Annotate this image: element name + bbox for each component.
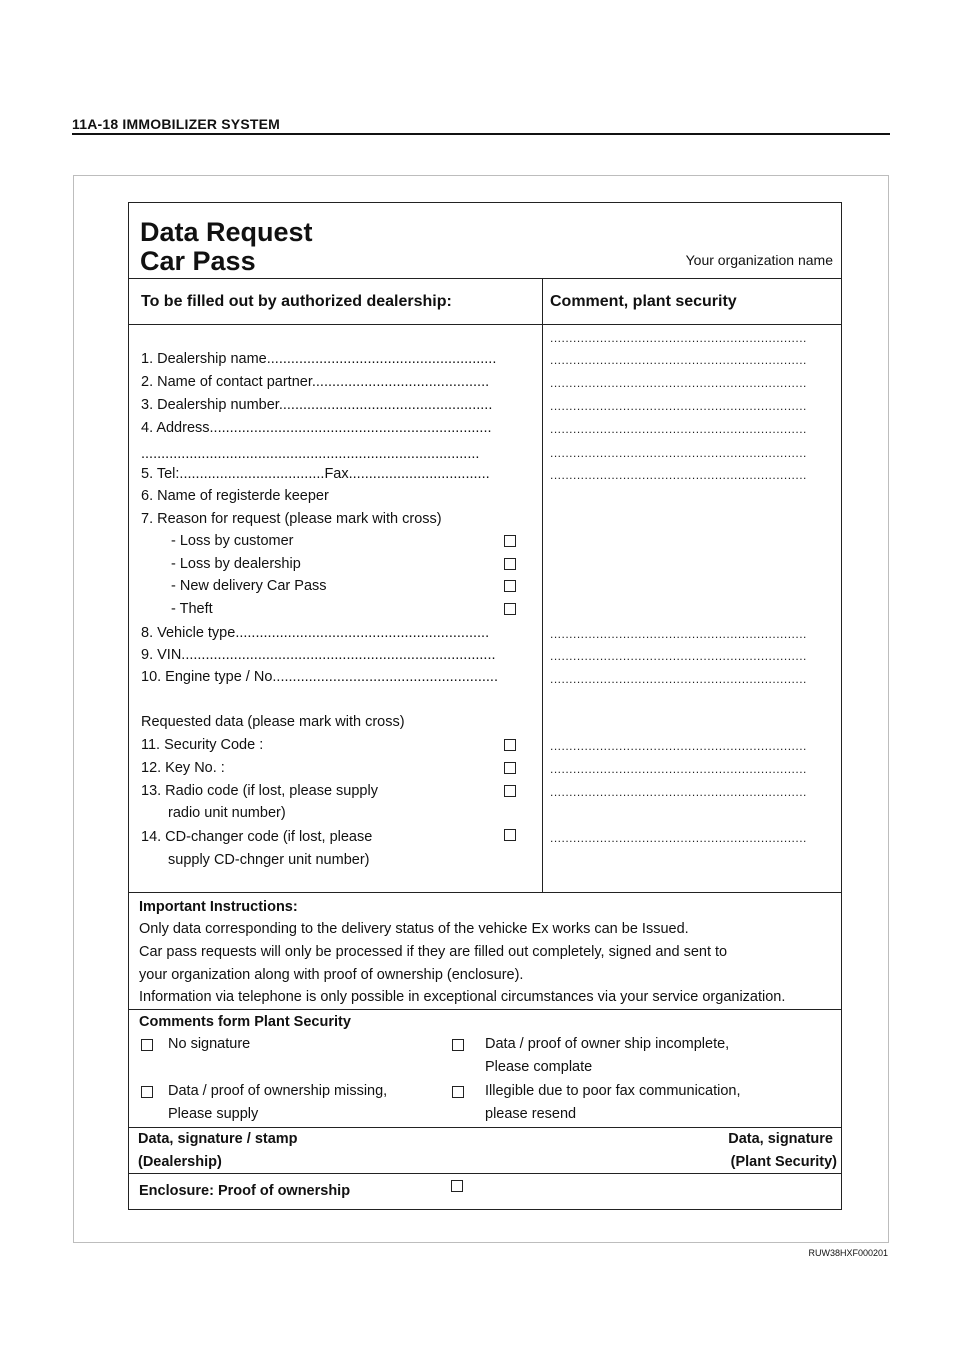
reason-theft: - Theft (171, 601, 213, 617)
instructions-heading: Important Instructions: (139, 899, 298, 915)
form-title-line1: Data Request (140, 217, 313, 247)
item-vin: 9. VIN.............................................................................. (141, 647, 496, 663)
option-data-incomplete-continued: Please complate (485, 1059, 593, 1075)
form-title-line2: Car Pass (140, 246, 256, 276)
checkbox-loss-dealership[interactable] (504, 558, 516, 570)
page-header: 11A-18 IMMOBILIZER SYSTEM (72, 116, 281, 132)
rule-plant-comments (129, 1009, 841, 1010)
reason-loss-customer: - Loss by customer (171, 533, 294, 549)
comment-line: ................................................................... (550, 422, 807, 436)
item-dealership-name: 1. Dealership name......................................................... (141, 351, 497, 367)
reason-new-delivery: - New delivery Car Pass (171, 578, 327, 594)
instructions-line: Information via telephone is only possible in exceptional circumstances via your service organization. (139, 989, 786, 1005)
option-data-missing: Data / proof of ownership missing, (168, 1083, 388, 1099)
rule-signatures (129, 1127, 841, 1128)
plant-comments-heading: Comments form Plant Security (139, 1014, 351, 1030)
item-security-code: 11. Security Code : (141, 737, 264, 753)
signature-dealership-label: Data, signature / stamp (138, 1131, 298, 1147)
rule-column-heading (129, 324, 841, 325)
comment-line: ................................................................... (550, 627, 807, 641)
comment-line: ................................................................... (550, 446, 807, 460)
item-reason-for-request: 7. Reason for request (please mark with cross) (141, 511, 442, 527)
item-cd-changer-continued: supply CD-chnger unit number) (168, 852, 370, 868)
rule-enclosure (129, 1173, 841, 1174)
comment-line: ................................................................... (550, 399, 807, 413)
checkbox-key-no[interactable] (504, 762, 516, 774)
item-engine-type: 10. Engine type / No........................................................ (141, 669, 498, 685)
checkbox-security-code[interactable] (504, 739, 516, 751)
comment-line: ................................................................... (550, 353, 807, 367)
option-illegible-fax-continued: please resend (485, 1106, 577, 1122)
item-contact-partner: 2. Name of contact partner............................................ (141, 374, 490, 390)
comment-line: ................................................................... (550, 331, 807, 345)
comment-line: ................................................................... (550, 468, 807, 482)
data-request-form (128, 202, 842, 1210)
item-cd-changer-code: 14. CD-changer code (if lost, please (141, 829, 373, 845)
comment-line: ................................................................... (550, 762, 807, 776)
checkbox-no-signature[interactable] (141, 1039, 153, 1051)
item-tel-fax: 5. Tel:....................................Fax................................... (141, 466, 490, 482)
item-address-continued: .................................................................................... (141, 446, 480, 462)
option-illegible-fax: Illegible due to poor fax communication, (485, 1083, 741, 1099)
checkbox-theft[interactable] (504, 603, 516, 615)
comment-line: ................................................................... (550, 649, 807, 663)
comment-line: ................................................................... (550, 739, 807, 753)
requested-data-heading: Requested data (please mark with cross) (141, 714, 405, 730)
right-column-heading: Comment, plant security (550, 293, 737, 310)
checkbox-cd-changer-code[interactable] (504, 829, 516, 841)
signature-plant-label: Data, signature (728, 1131, 833, 1147)
option-data-incomplete: Data / proof of owner ship incomplete, (485, 1036, 730, 1052)
reason-loss-dealership: - Loss by dealership (171, 556, 301, 572)
option-data-missing-continued: Please supply (168, 1106, 259, 1122)
instructions-line: Only data corresponding to the delivery status of the vehicke Ex works can be Issued. (139, 921, 689, 937)
comment-line: ................................................................... (550, 785, 807, 799)
rule-instructions (129, 892, 841, 893)
checkbox-data-incomplete[interactable] (452, 1039, 464, 1051)
organization-name: Your organization name (685, 252, 833, 268)
item-registered-keeper: 6. Name of registerde keeper (141, 488, 329, 504)
item-key-no: 12. Key No. : (141, 760, 225, 776)
left-column-heading: To be filled out by authorized dealership: (141, 293, 452, 310)
enclosure-label: Enclosure: Proof of ownership (139, 1183, 351, 1199)
option-no-signature: No signature (168, 1036, 251, 1052)
checkbox-loss-customer[interactable] (504, 535, 516, 547)
instructions-line: your organization along with proof of ownership (enclosure). (139, 967, 524, 983)
item-radio-code-continued: radio unit number) (168, 805, 286, 821)
comment-line: ................................................................... (550, 376, 807, 390)
comment-line: ................................................................... (550, 672, 807, 686)
figure-code: RUW38HXF000201 (808, 1248, 888, 1258)
column-divider (542, 278, 543, 892)
checkbox-new-delivery[interactable] (504, 580, 516, 592)
item-radio-code: 13. Radio code (if lost, please supply (141, 783, 378, 799)
checkbox-illegible-fax[interactable] (452, 1086, 464, 1098)
header-rule (72, 133, 890, 135)
item-address: 4. Address...................................................................... (141, 420, 492, 436)
item-dealership-number: 3. Dealership number..................................................... (141, 397, 493, 413)
rule-title (129, 278, 841, 279)
item-vehicle-type: 8. Vehicle type............................................................... (141, 625, 490, 641)
comment-line: ................................................................... (550, 831, 807, 845)
checkbox-data-missing[interactable] (141, 1086, 153, 1098)
signature-dealership-sub: (Dealership) (138, 1154, 222, 1170)
instructions-line: Car pass requests will only be processed if they are filled out completely, signed and sent to (139, 944, 728, 960)
checkbox-enclosure[interactable] (451, 1180, 463, 1192)
checkbox-radio-code[interactable] (504, 785, 516, 797)
signature-plant-sub: (Plant Security) (730, 1154, 837, 1170)
